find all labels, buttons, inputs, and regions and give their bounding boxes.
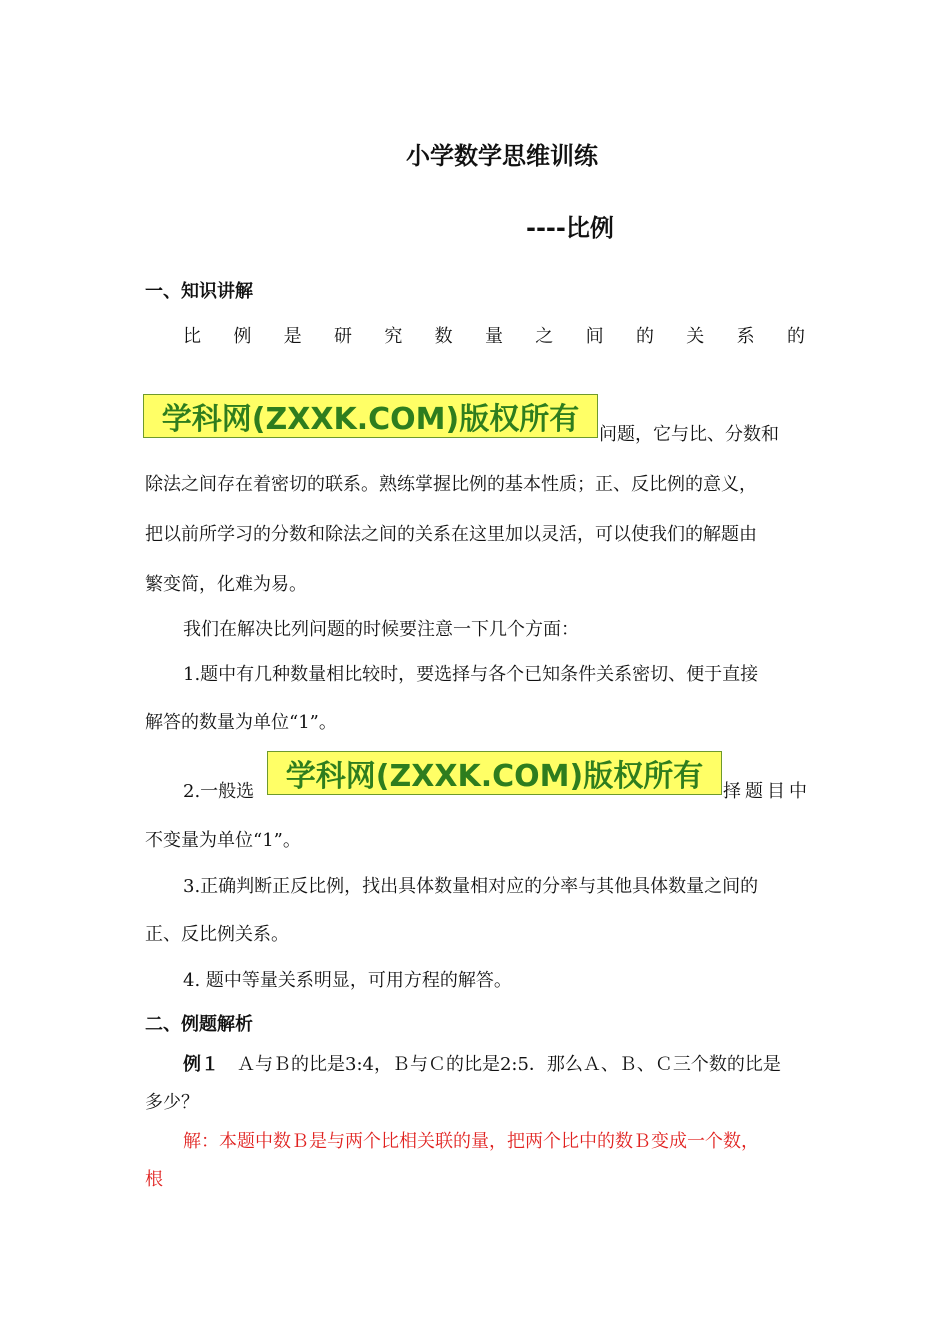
spread-char: 例 bbox=[233, 326, 252, 347]
example-label: 例１ bbox=[183, 1054, 219, 1075]
spread-char: 数 bbox=[434, 326, 453, 347]
section-heading-knowledge: 一、知识讲解 bbox=[145, 281, 253, 302]
list-item-1: 1.题中有几种数量相比较时，要选择与各个已知条件关系密切、便于直接 bbox=[183, 664, 759, 685]
paragraph-line: 繁变简，化难为易。 bbox=[145, 574, 307, 595]
list-item-3: 3.正确判断正反比例，找出具体数量相对应的分率与其他具体数量之间的 bbox=[183, 876, 759, 897]
spread-char: 间 bbox=[585, 326, 604, 347]
intro-text: 我们在解决比列问题的时候要注意一下几个方面： bbox=[183, 619, 579, 640]
paragraph-line: 除法之间存在着密切的联系。熟练掌握比例的基本性质；正、反比例的意义， bbox=[145, 474, 757, 495]
list-item-3-cont: 正、反比例关系。 bbox=[145, 924, 289, 945]
list-item-1-cont: 解答的数量为单位“1”。 bbox=[145, 712, 337, 733]
spread-char: 究 bbox=[384, 326, 403, 347]
watermark-stamp: 学科网(ZXXK.COM)版权所有 bbox=[267, 751, 722, 795]
page-subtitle: ----比例 bbox=[526, 214, 614, 242]
example-line-cont: 多少？ bbox=[145, 1092, 199, 1113]
example-text: Ａ与Ｂ的比是3:4，Ｂ与Ｃ的比是2:5．那么Ａ、Ｂ、Ｃ三个数的比是 bbox=[219, 1054, 781, 1075]
list-item-2-tail: 择题目中 bbox=[723, 781, 811, 802]
paragraph-line: 把以前所学习的分数和除法之间的关系在这里加以灵活，可以使我们的解题由 bbox=[145, 524, 757, 545]
spread-char: 比 bbox=[183, 326, 201, 347]
spread-line bbox=[183, 322, 805, 348]
paragraph-line: 问题，它与比、分数和 bbox=[599, 424, 779, 445]
spread-char: 之 bbox=[535, 326, 554, 347]
list-item-4: 4. 题中等量关系明显，可用方程的解答。 bbox=[183, 970, 512, 991]
spread-char: 量 bbox=[484, 326, 503, 347]
list-item-2-cont: 不变量为单位“1”。 bbox=[145, 830, 301, 851]
section-heading-examples: 二、例题解析 bbox=[145, 1014, 253, 1035]
watermark-stamp: 学科网(ZXXK.COM)版权所有 bbox=[143, 394, 598, 438]
spread-char: 系 bbox=[736, 326, 755, 347]
spread-char: 是 bbox=[283, 326, 302, 347]
list-item-2: 2.一般选 bbox=[183, 781, 255, 802]
spread-char: 研 bbox=[333, 326, 352, 347]
page-title: 小学数学思维训练 bbox=[406, 142, 598, 170]
spread-char: 的 bbox=[635, 326, 654, 347]
spread-char: 关 bbox=[686, 326, 705, 347]
solution-line: 解：本题中数Ｂ是与两个比相关联的量，把两个比中的数Ｂ变成一个数， bbox=[183, 1131, 759, 1152]
spread-char: 的 bbox=[786, 326, 805, 347]
example-line bbox=[183, 1050, 781, 1076]
solution-line-cont: 根 bbox=[145, 1169, 163, 1190]
